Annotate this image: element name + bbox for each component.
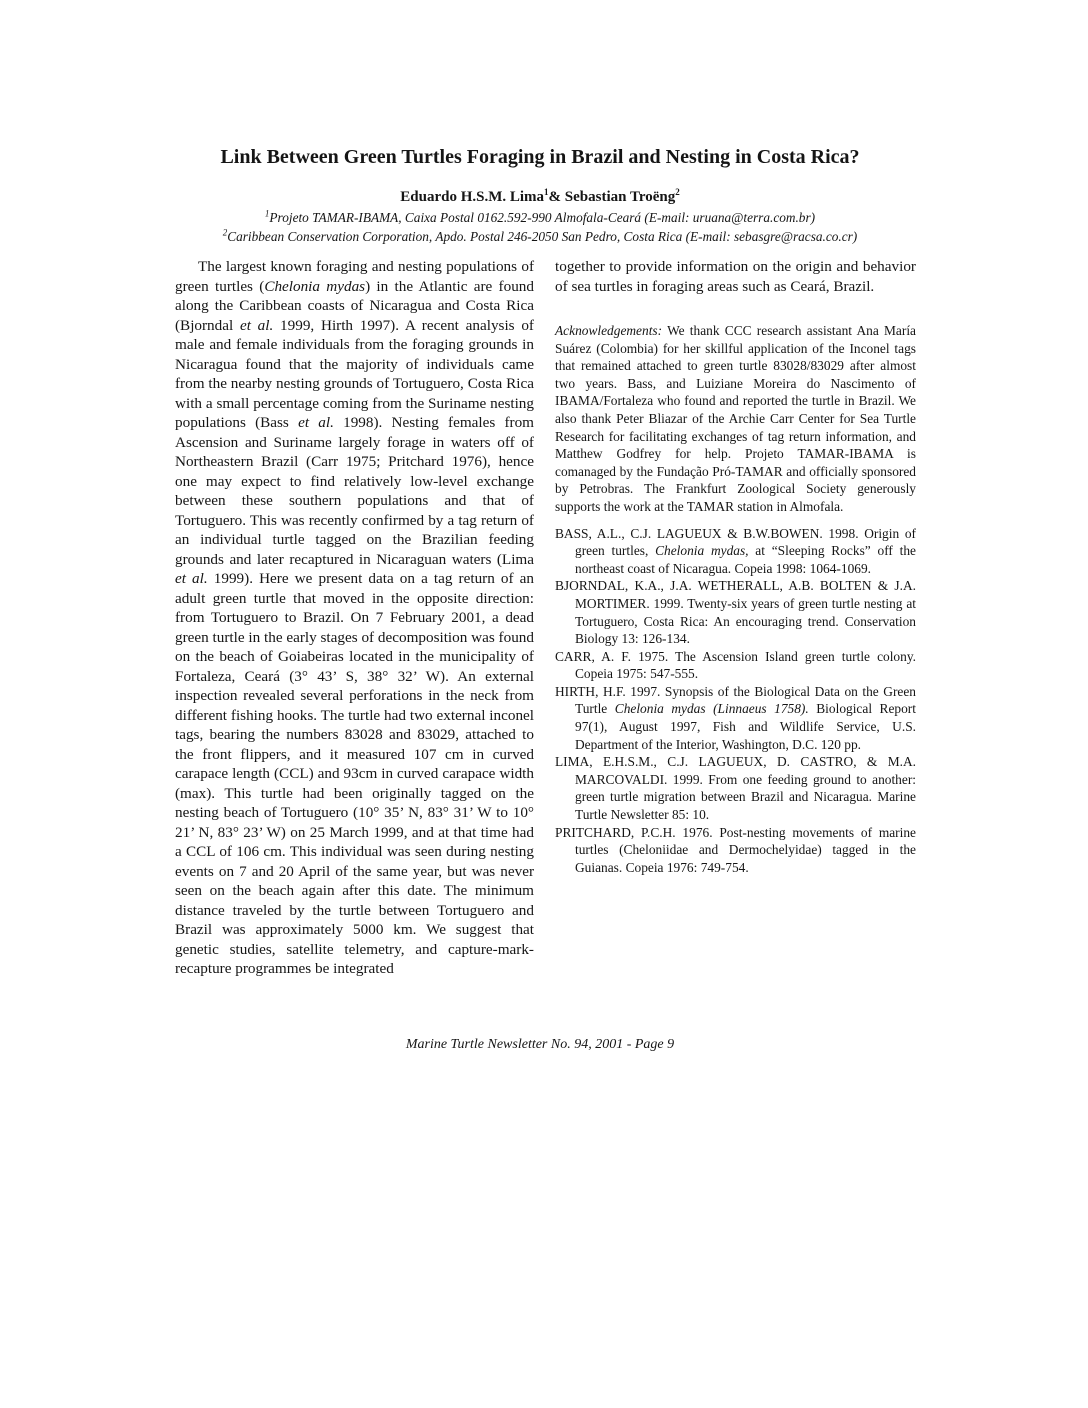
affiliation-1-text: Projeto TAMAR-IBAMA, Caixa Postal 0162.592-990 Almofala-Ceará (E-mail: uruana@terra.com.br): [269, 210, 816, 225]
body-paragraph-1: [175, 257, 534, 979]
body-text: ) in the Atlantic are found along the Caribbean coasts of Nicaragua and Costa Rica (Bjorndal: [175, 277, 534, 334]
ref-text: Biological Report 97(1), August 1997, Fish and Wildlife Service, U.S. Department of the Interior, Washington, D.C. 120 pp.: [575, 701, 916, 752]
et-al: et al.: [298, 414, 334, 431]
ref-italic: Chelonia mydas (Linnaeus 1758).: [614, 701, 809, 717]
reference-item: [555, 648, 916, 683]
affiliation-2-text: Caribbean Conservation Corporation, Apdo. Postal 246-2050 San Pedro, Costa Rica (E-mail: sebasgre@racsa.co.cr): [227, 229, 858, 244]
ref-text: BASS, A.L., C.J. LAGUEUX & B.W.BOWEN. 1998. Origin of green turtles,: [555, 525, 916, 559]
reference-item: [555, 683, 916, 753]
affiliation-2-sup: 2: [222, 227, 228, 238]
affiliation-1-sup: 1: [264, 208, 270, 219]
species-name: Chelonia mydas: [264, 277, 366, 295]
ref-italic: Chelonia mydas,: [655, 543, 749, 559]
ref-text: HIRTH, H.F. 1997. Synopsis of the Biological Data on the Green Turtle: [555, 683, 916, 717]
ref-text: LIMA, E.H.S.M., C.J. LAGUEUX, D. CASTRO, & M.A. MARCOVALDI. 1999. From one feeding ground to another: green turtle migration between Brazil and Nicaragua. Marine Turtle Newsletter 85: 10.: [555, 754, 916, 823]
body-text: 1998). Nesting females from Ascension and Suriname largely forage in waters off of Northeastern Brazil (Carr 1975; Pritchard 1976), hence one may expect to find relatively low-level exchange between these southern populations and that of Tortuguero. This was recently confirmed by a tag return of an individual turtle tagged on the Brazilian feeding grounds and later recaptured in Nicaraguan waters (Lima: [175, 414, 534, 568]
acknowledgements-label: Acknowledgements:: [555, 323, 663, 338]
body-text: The largest known foraging and nesting populations of green turtles (: [175, 258, 534, 295]
left-column: [175, 257, 534, 979]
affiliation-2: [150, 228, 930, 245]
author-1: Eduardo H.S.M. Lima: [400, 189, 545, 205]
reference-item: [555, 824, 916, 877]
right-column: [555, 257, 916, 876]
body-paragraph-2: together to provide information on the origin and behavior of sea turtles in foraging areas such as Ceará, Brazil.: [555, 258, 916, 295]
author-1-sup: 1: [544, 187, 549, 197]
et-al: et al.: [239, 316, 274, 334]
acknowledgements-text: We thank CCC research assistant Ana María Suárez (Colombia) for her skillful application of the Inconel tags that remained attached to green turtle 83028/83029 after almost two years. Bass, and Luiziane Moreira do Nascimento of IBAMA/Fortaleza who found and reported the turtle in Brazil. We also thank Peter Bliazar of the Archie Carr Center for Sea Turtle Research for facilitating exchanges of tag return information, and Matthew Godfrey for help. Projeto TAMAR-IBAMA is comanaged by the Fundação Pró-TAMAR and officially sponsored by Petrobras. The Frankfurt Zoological Society generously supports the work at the TAMAR station in Almofala.: [555, 323, 916, 514]
body-text: 1999). Here we present data on a tag return of an adult green turtle that moved in the opposite direction: from Tortuguero to Brazil. On 7 February 2001, a dead green turtle in the early stages of decomposition was found on the beach of Goiabeiras located in the municipality of Fortaleza, Ceará (3° 43’ S, 38° 32’ W). An external inspection revealed several perforations in the neck from different fishing hooks. The turtle had two external inconel tags, bearing the numbers 83028 and 83029, attached to the front flippers, and it measured 107 cm in curved carapace length (CCL) and 93cm in curved carapace width (max). This turtle had been originally tagged on the nesting beach of Tortuguero (10° 35’ N, 83° 31’ W to 10° 21’ N, 83° 23’ W) on 25 March 1999, and at that time had a CCL of 106 cm. This individual was seen during nesting events on 7 and 20 April of the same year, but was never seen on the beach again after this date. The minimum distance traveled by the turtle between Tortuguero and Brazil was approximately 5000 km. We suggest that genetic studies, satellite telemetry, and capture-mark-recapture programmes be integrated: [175, 570, 534, 977]
ref-text: PRITCHARD, P.C.H. 1976. Post-nesting movements of marine turtles (Cheloniidae and Dermochelyidae) tagged in the Guianas. Copeia 1976: 749-754.: [555, 824, 916, 875]
reference-item: [555, 753, 916, 823]
ref-text: at “Sleeping Rocks” off the northeast coast of Nicaragua. Copeia 1998: 1064-1069.: [575, 543, 916, 576]
affiliation-1: [150, 209, 930, 226]
author-2-sup: 2: [675, 187, 680, 197]
author-join: & Sebastian Troëng: [548, 189, 676, 205]
reference-item: [555, 577, 916, 647]
article-title: Link Between Green Turtles Foraging in Brazil and Nesting in Costa Rica?: [220, 146, 860, 168]
author-line: [150, 188, 930, 206]
page-footer: Marine Turtle Newsletter No. 94, 2001 - Page 9: [405, 1037, 675, 1052]
et-al: et al.: [175, 570, 208, 587]
body-text: 1999, Hirth 1997). A recent analysis of male and female individuals from the foraging grounds in Nicaragua found that the majority of individuals came from the nearby nesting grounds of Tortuguero, Costa Rica with a small percentage coming from the Suriname nesting populations (Bass: [175, 316, 534, 431]
references-list: [555, 525, 916, 877]
acknowledgements: [555, 322, 916, 516]
reference-item: [555, 525, 916, 578]
ref-text: BJORNDAL, K.A., J.A. WETHERALL, A.B. BOLTEN & J.A. MORTIMER. 1999. Twenty-six years of green turtle nesting at Tortuguero, Costa Rica: An encouraging trend. Conservation Biology 13: 126-134.: [555, 578, 916, 647]
ref-text: CARR, A. F. 1975. The Ascension Island green turtle colony. Copeia 1975: 547-555.: [555, 648, 916, 682]
